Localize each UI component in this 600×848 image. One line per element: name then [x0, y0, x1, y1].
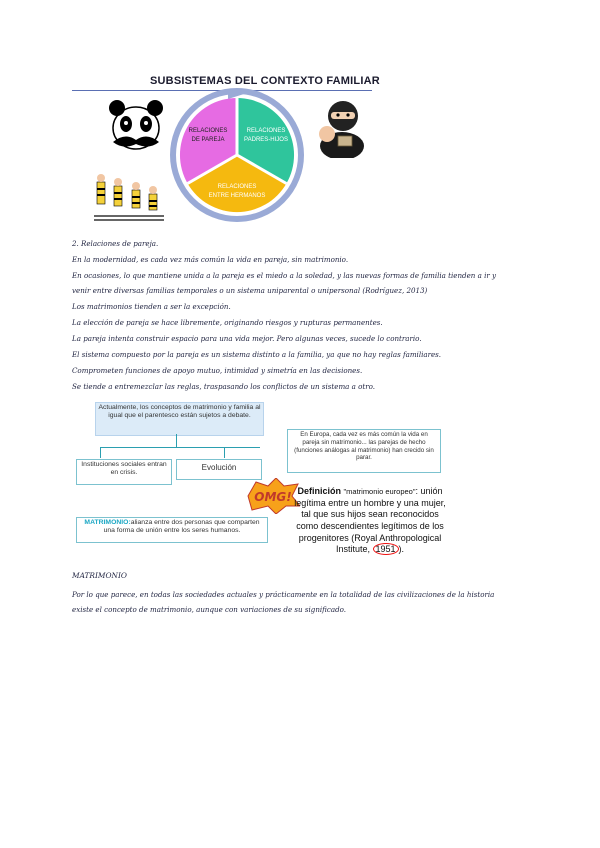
europe-box: En Europa, cada vez es más común la vida en pareja sin matrimonio... las parejas de hecho (funciones análogas al matrimonio) han crecido sin parar.: [287, 429, 441, 473]
paragraph-line: Los matrimonios tienden a ser la excepción.: [72, 302, 231, 311]
matrimonio-heading: MATRIMONIO: [72, 571, 127, 580]
segment-label-padres-2: PADRES-HIJOS: [244, 137, 288, 143]
segment-label-hermanos-1: RELACIONES: [217, 184, 257, 190]
definition-text: [290, 486, 450, 556]
page-title: SUBSISTEMAS DEL CONTEXTO FAMILIAR: [150, 75, 380, 87]
matrimonio-definition-box: [76, 517, 268, 543]
paragraph-line: Se tiende a entremezclar las reglas, traspasando los conflictos de un sistema a otro.: [72, 382, 376, 391]
marching-figures-illustration: [92, 172, 172, 224]
paragraph-line: Comprometen funciones de apoyo mutuo, intimidad y simetría en las decisiones.: [72, 366, 363, 375]
connector-horizontal: [100, 447, 260, 448]
definition-body: : unión legítima entre un hombre y una mujer, tal que sus hijos sean reconocidos como descendientes legítimos de los progenitores (Royal Anthropological Institute,: [294, 486, 446, 555]
segment-label-pareja-1: RELACIONES: [188, 128, 228, 134]
concept-top-box: Actualmente, los conceptos de matrimonio y familia al igual que el parentesco están sujetos a debate.: [95, 402, 264, 436]
thief-with-baby-illustration: [312, 96, 372, 158]
paragraph-line: En la modernidad, es cada vez más común la vida en pareja, sin matrimonio.: [72, 255, 349, 264]
connector-left: [100, 447, 101, 458]
paragraph-line: La elección de pareja se hace libremente, originando riesgos y rupturas permanentes.: [72, 318, 383, 327]
panda-mustache-illustration: [105, 98, 167, 156]
matrimonio-keyword: MATRIMONIO:: [84, 519, 131, 526]
paragraph-line: venir entre diversas familias temporales o un sistema uniparental o unipersonal (Rodríguez, 2013): [72, 286, 428, 295]
closing-line: Por lo que parece, en todas las sociedades actuales y prácticamente en la totalidad de las civilizaciones de la historia: [72, 590, 495, 599]
segment-label-hermanos-2: ENTRE HERMANOS: [208, 193, 266, 199]
definition-year: 1951: [373, 543, 399, 555]
matrimonio-text: alianza entre dos personas que comparten una forma de unión entre los seres humanos.: [103, 519, 260, 535]
omg-text: OMG!: [254, 490, 292, 504]
paragraph-line: En ocasiones, lo que mantiene unida a la pareja es el miedo a la soledad, y las nuevas formas de familia tienden a ir y: [72, 271, 496, 280]
definition-lead: Definición: [297, 486, 341, 496]
concept-right-box: Evolución: [176, 459, 262, 480]
family-subsystems-diagram: [170, 88, 305, 223]
segment-label-padres-1: RELACIONES: [246, 128, 286, 134]
section-heading: 2. Relaciones de pareja.: [72, 239, 159, 248]
paragraph-line: El sistema compuesto por la pareja es un sistema distinto a la familia, ya que no hay reglas familiares.: [72, 350, 442, 359]
concept-left-box: Instituciones sociales entran en crisis.: [76, 459, 172, 485]
segment-label-pareja-2: DE PAREJA: [191, 137, 225, 143]
connector-vertical: [176, 434, 177, 447]
paragraph-line: La pareja intenta construir espacio para una vida mejor. Pero algunas veces, sucede lo contrario.: [72, 334, 422, 343]
connector-right: [224, 447, 225, 458]
definition-end: ).: [398, 544, 405, 555]
definition-quoted: "matrimonio europeo": [343, 487, 416, 496]
closing-line: existe el concepto de matrimonio, aunque con variaciones de su significado.: [72, 605, 347, 614]
